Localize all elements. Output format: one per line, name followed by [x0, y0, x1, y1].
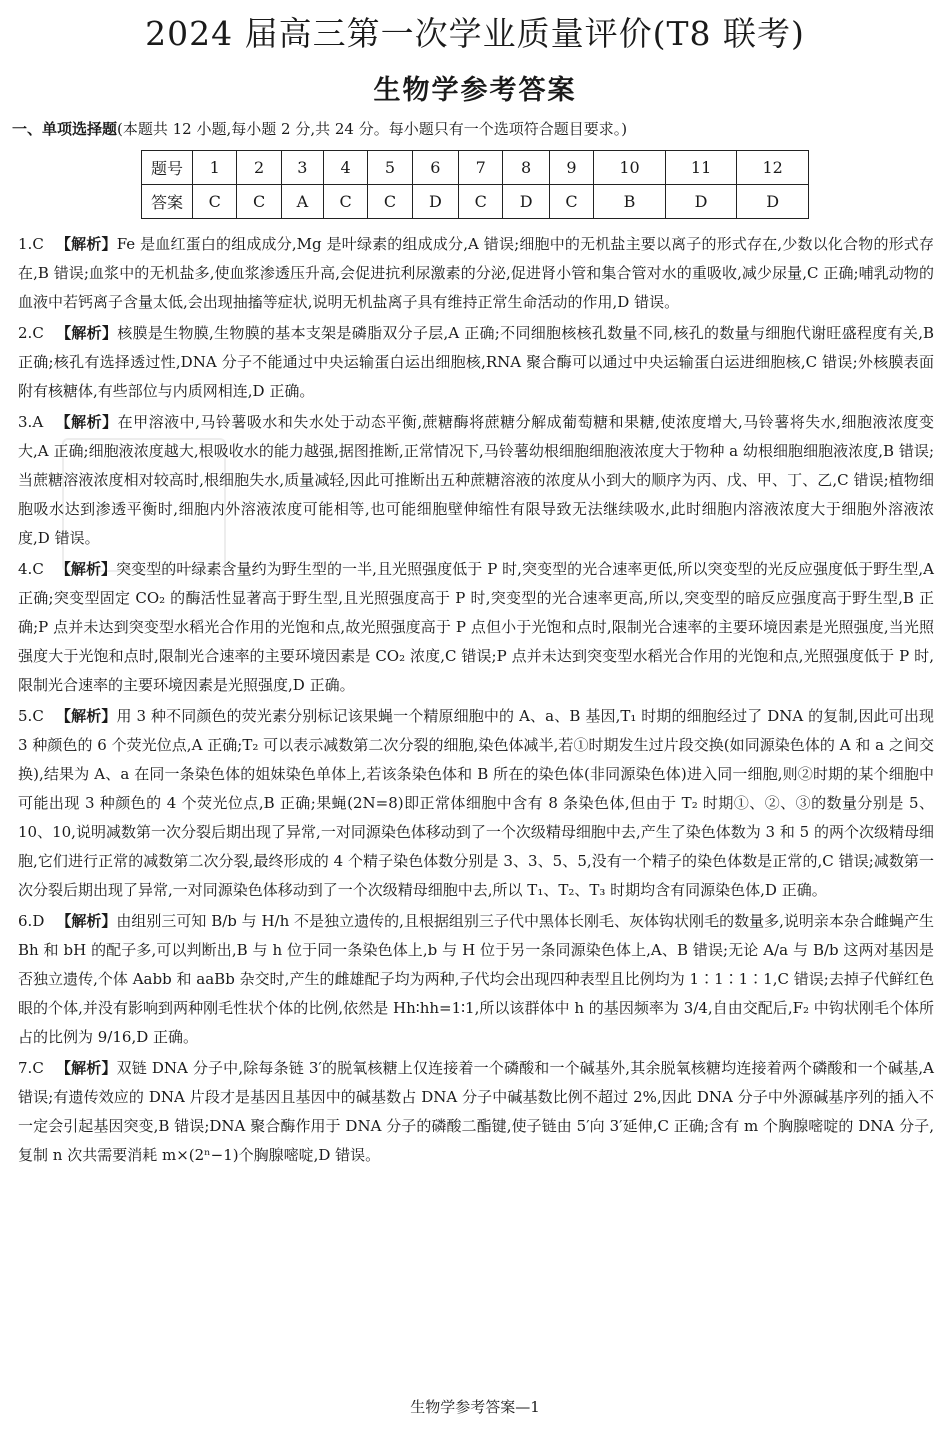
analysis-tag: 【解析】 [55, 235, 117, 253]
answer-cell: D [412, 185, 458, 219]
section-note: (本题共 12 小题,每小题 2 分,共 24 分。每小题只有一个选项符合题目要求。) [117, 120, 628, 138]
explanation-item [18, 702, 934, 905]
analysis-tag: 【解析】 [55, 324, 118, 342]
answer-cell: A [281, 185, 323, 219]
explanation-text: 用 3 种不同颜色的荧光素分别标记该果蝇一个精原细胞中的 A、a、B 基因,T₁ 时期的细胞经过了 DNA 的复制,因此可出现 3 种颜色的 6 个荧光位点,A 正确;T₂ 可以表示减数第二次分裂的细胞,染色体减半,若①时期发生过片段交换(如同源染色体的 A 和 a 之间交换),结果为 A、a 在同一条染色体的姐妹染色单体上,若该条染色体和 B 所在的染色体(非同源染色体)进入同一细胞,则②时期的某个细胞中可能出现 3 种颜色的 4 个荧光位点,B 正确;果蝇(2N=8)即正常体细胞中含有 8 条染色体,但由于 T₂ 时期①、②、③的数量分别是 5、10、10,说明减数第一次分裂后期出现了异常,一对同源染色体移动到了一个次级精母细胞中去,产生了染色体数为 3 和 5 的两个次级精母细胞,它们进行正常的减数第二次分裂,最终形成的 4 个精子染色体数分别是 3、3、5、5,没有一个精子的染色体数是正常的,C 错误;减数第一次分裂后期出现了异常,一对同源染色体移动到了一个次级精母细胞中去,所以 T₁、T₂、T₃ 时期均含有同源染色体,D 正确。 [18, 707, 934, 899]
explanation-text: Fe 是血红蛋白的组成成分,Mg 是叶绿素的组成成分,A 错误;细胞中的无机盐主要以离子的形式存在,少数以化合物的形式存在,B 错误;血浆中的无机盐多,使血浆渗透压升高,会促进抗利尿激素的分泌,促进肾小管和集合管对水的重吸收,减少尿量,C 正确;哺乳动物的血液中若钙离子含量太低,会出现抽搐等症状,说明无机盐离子具有维持正常生命活动的作用,D 错误。 [18, 235, 934, 311]
explanation-item [18, 408, 934, 553]
explanation-item [18, 1054, 934, 1170]
question-number-cell: 7 [459, 151, 503, 185]
question-answer: C [32, 324, 44, 342]
explanation-text: 由组别三可知 B/b 与 H/h 不是独立遗传的,且根据组别三子代中黑体长刚毛、灰体钩状刚毛的数量多,说明亲本杂合雌蝇产生 Bh 和 bH 的配子多,可以判断出,B 与 h 位于同一条染色体上,b 与 H 位于另一条同源染色体上,A、B 错误;无论 A/a 与 B/b 这两对基因是否独立遗传,个体 Aabb 和 aaBb 杂交时,产生的雌雄配子均为两种,子代均会出现四种表型且比例均为 1∶1∶1∶1,C 错误;去掉子代鲜红色眼的个体,并没有影响到两种刚毛性状个体的比例,依然是 Hh∶hh=1∶1,所以该群体中 h 的基因频率为 3/4,自由交配后,F₂ 中钩状刚毛个体所占的比例为 9/16,D 正确。 [18, 912, 934, 1046]
analysis-tag: 【解析】 [55, 413, 118, 431]
row-label-number: 题号 [142, 151, 193, 185]
section-label: 一、单项选择题 [12, 120, 118, 138]
answer-table [141, 150, 809, 219]
question-number: 3. [18, 413, 33, 431]
explanation-item [18, 555, 934, 700]
explanation-text: 核膜是生物膜,生物膜的基本支架是磷脂双分子层,A 正确;不同细胞核核孔数量不同,核孔的数量与细胞代谢旺盛程度有关,B 正确;核孔有选择透过性,DNA 分子不能通过中央运输蛋白运出细胞核,RNA 聚合酶可以通过中央运输蛋白运进细胞核,C 错误;外核膜表面附有核糖体,有些部位与内质网相连,D 正确。 [18, 324, 934, 400]
question-number: 2. [18, 324, 33, 342]
question-number: 4. [18, 560, 33, 578]
explanation-item [18, 907, 934, 1052]
answer-cell: C [368, 185, 412, 219]
question-answer: C [32, 707, 44, 725]
answer-cell: C [459, 185, 503, 219]
question-number: 7. [18, 1059, 33, 1077]
answer-cell: C [193, 185, 237, 219]
answer-cell: C [549, 185, 593, 219]
row-label-answer: 答案 [142, 185, 193, 219]
question-number-cell: 3 [281, 151, 323, 185]
explanation-text: 突变型的叶绿素含量约为野生型的一半,且光照强度低于 P 时,突变型的光合速率更低,所以突变型的光反应强度低于野生型,A 正确;突变型固定 CO₂ 的酶活性显著高于野生型,且光照强度高于 P 时,突变型的光合速率更高,所以,突变型的暗反应强度高于野生型,B 正确;P 点并未达到突变型水稻光合作用的光饱和点,故光照强度高于 P 点但小于光饱和点时,限制光合速率的主要环境因素是光照强度,当光照强度大于光饱和点时,限制光合速率的主要环境因素是 CO₂ 浓度,C 错误;P 点并未达到突变型水稻光合作用的光饱和点,光照强度低于 P 时,限制光合速率的主要环境因素是光照强度,D 正确。 [18, 560, 934, 694]
explanation-item [18, 319, 934, 406]
answer-cell: D [503, 185, 549, 219]
explanations-list [18, 230, 934, 1172]
question-number-cell: 1 [193, 151, 237, 185]
answer-table-number-row [142, 151, 809, 185]
answer-cell: C [323, 185, 367, 219]
explanation-item [18, 230, 934, 317]
question-number-cell: 9 [549, 151, 593, 185]
page-title: 2024 届高三第一次学业质量评价(T8 联考) [145, 14, 805, 53]
answer-cell: D [665, 185, 737, 219]
explanation-text: 在甲溶液中,马铃薯吸水和失水处于动态平衡,蔗糖酶将蔗糖分解成葡萄糖和果糖,使浓度增大,马铃薯将失水,细胞液浓度变大,A 正确;细胞液浓度越大,根吸收水的能力越强,据图推断,正常情况下,马铃薯幼根细胞细胞液浓度大于物种 a 幼根细胞细胞液浓度,B 错误;当蔗糖溶液浓度相对较高时,根细胞失水,质量减轻,因此可推断出五种蔗糖溶液的浓度从小到大的顺序为丙、戊、甲、丁、乙,C 错误;植物细胞吸水达到渗透平衡时,细胞内外溶液浓度可能相等,也可能细胞壁伸缩性有限导致无法继续吸水,此时细胞内溶液浓度大于细胞外溶液浓度,D 错误。 [18, 413, 934, 547]
question-number: 6. [18, 912, 33, 930]
question-answer: C [32, 1059, 44, 1077]
question-number: 5. [18, 707, 33, 725]
question-number-cell: 11 [665, 151, 737, 185]
analysis-tag: 【解析】 [55, 560, 117, 578]
question-number-cell: 4 [323, 151, 367, 185]
question-answer: C [32, 560, 44, 578]
question-number-cell: 12 [737, 151, 809, 185]
answer-cell: D [737, 185, 809, 219]
analysis-tag: 【解析】 [56, 912, 117, 930]
analysis-tag: 【解析】 [55, 1059, 117, 1077]
question-number-cell: 6 [412, 151, 458, 185]
answer-cell: B [594, 185, 666, 219]
question-answer: D [32, 912, 45, 930]
question-answer: A [32, 413, 44, 431]
answer-cell: C [237, 185, 281, 219]
explanation-text: 双链 DNA 分子中,除每条链 3′的脱氧核糖上仅连接着一个磷酸和一个碱基外,其余脱氧核糖均连接着两个磷酸和一个碱基,A 错误;有遗传效应的 DNA 片段才是基因且基因中的碱基数占 DNA 分子中碱基数比例不超过 2%,因此 DNA 分子中外源碱基序列的插入不一定会引起基因突变,B 错误;DNA 聚合酶作用于 DNA 分子的磷酸二酯键,使子链由 5′向 3′延伸,C 正确;含有 m 个胸腺嘧啶的 DNA 分子,复制 n 次共需要消耗 m×(2ⁿ−1)个胸腺嘧啶,D 错误。 [18, 1059, 934, 1164]
page-subtitle: 生物学参考答案 [373, 75, 577, 106]
question-number-cell: 5 [368, 151, 412, 185]
section-heading [12, 118, 942, 140]
question-number-cell: 10 [594, 151, 666, 185]
analysis-tag: 【解析】 [55, 707, 117, 725]
answer-table-answer-row [142, 185, 809, 219]
question-number-cell: 8 [503, 151, 549, 185]
question-answer: C [32, 235, 44, 253]
question-number-cell: 2 [237, 151, 281, 185]
question-number: 1. [18, 235, 33, 253]
page-footer: 生物学参考答案—1 [410, 1398, 540, 1416]
